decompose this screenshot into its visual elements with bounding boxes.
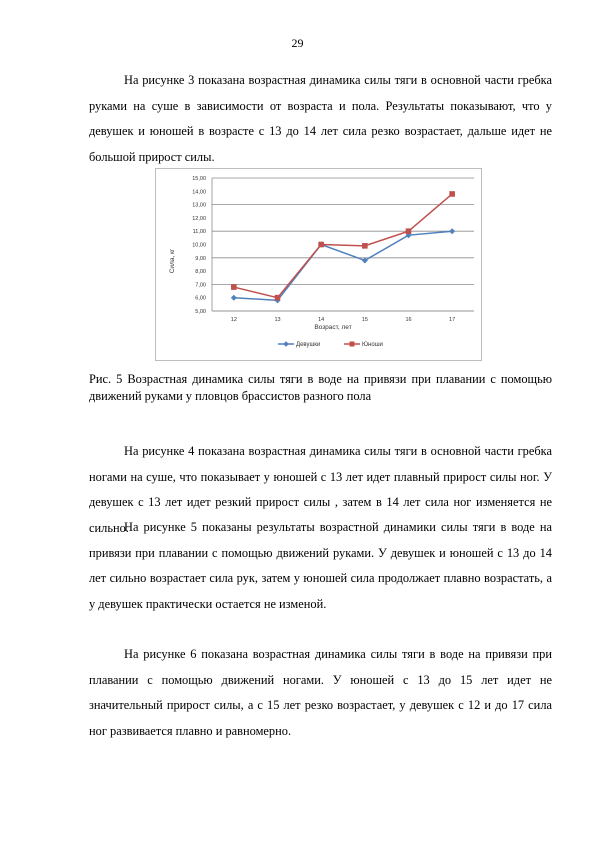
- x-tick-label: 16: [405, 317, 412, 323]
- data-point-boys: [362, 243, 368, 249]
- y-tick-label: 13,00: [192, 202, 206, 209]
- data-point-girls: [362, 257, 368, 263]
- y-tick-label: 10,00: [192, 242, 206, 249]
- legend-marker: [350, 342, 355, 347]
- series-lines: [231, 191, 455, 303]
- data-point-girls: [231, 295, 237, 301]
- chart-svg: [156, 169, 481, 360]
- legend-label: Девушки: [296, 342, 321, 349]
- y-tick-label: 14,00: [192, 189, 206, 196]
- data-point-boys: [449, 191, 455, 197]
- y-tick-label: 6,00: [195, 295, 206, 302]
- paragraph-figure-4: На рисунке 4 показана возрастная динамика силы тяги в основной части гребка ногами на суше, что показывает у юношей с 13 лет идет плавный прирост силы ног. У девушек с 13 лет идет резкий прирост силы , затем в 14 лет сила ног изменяется не сильно.: [89, 444, 552, 535]
- page-number: 29: [291, 36, 304, 50]
- data-point-boys: [275, 295, 281, 301]
- y-tick-label: 15,00: [192, 176, 206, 182]
- y-tick-label: 12,00: [192, 215, 206, 222]
- y-tick-label: 11,00: [192, 229, 206, 236]
- legend-label: Юноши: [362, 342, 383, 349]
- y-tick-label: 5,00: [195, 309, 206, 315]
- y-tick-label: 9,00: [195, 255, 206, 262]
- series-line-girls: [234, 231, 452, 300]
- series-line-boys: [234, 194, 452, 298]
- y-tick-labels: [192, 176, 206, 315]
- data-point-boys: [318, 242, 324, 248]
- y-tick-label: 8,00: [195, 269, 206, 276]
- x-tick-labels: [231, 317, 455, 323]
- x-tick-label: 14: [318, 317, 325, 323]
- y-axis-label: Сила, кг: [169, 248, 176, 274]
- x-tick-label: 17: [449, 317, 456, 323]
- paragraph-figure-3: На рисунке 3 показана возрастная динамика силы тяги в основной части гребка руками на суше в зависимости от возраста и пола. Результаты показывают, что у девушек и юношей в возрасте с 13 до 14 лет сила резко возрастает, дальше идет не большой прирост силы.: [89, 73, 552, 164]
- figure-caption: Рис. 5 Возрастная динамика силы тяги в воде на привязи при плавании с помощью движений руками у пловцов брассистов разного пола: [89, 372, 552, 403]
- paragraph-figure-5: На рисунке 5 показаны результаты возрастной динамики силы тяги в воде на привязи при плавании с помощью движений руками. У девушек и юношей с 13 до 14 лет сильно возрастает сила рук, затем у юношей сила продолжает плавно возрастать, а у девушек практически остается не изменой.: [89, 520, 552, 611]
- x-tick-label: 13: [274, 317, 281, 323]
- line-chart: [155, 168, 482, 361]
- data-point-boys: [406, 228, 412, 234]
- legend-marker: [283, 341, 289, 347]
- x-axis-label: Возраст, лет: [314, 324, 352, 331]
- x-tick-label: 12: [230, 317, 237, 323]
- y-tick-label: 7,00: [195, 282, 206, 289]
- data-point-boys: [231, 284, 237, 290]
- x-tick-label: 15: [361, 317, 368, 323]
- paragraph-figure-6: На рисунке 6 показана возрастная динамика силы тяги в воде на привязи при плавании с помощью движений ногами. У юношей с 13 до 15 лет идет не значительный прирост силы, а с 15 лет резко возрастает, у девушек с 12 и до 17 сила ног развивается плавно и равномерно.: [89, 647, 552, 738]
- chart-legend: [278, 341, 383, 348]
- data-point-girls: [449, 228, 455, 234]
